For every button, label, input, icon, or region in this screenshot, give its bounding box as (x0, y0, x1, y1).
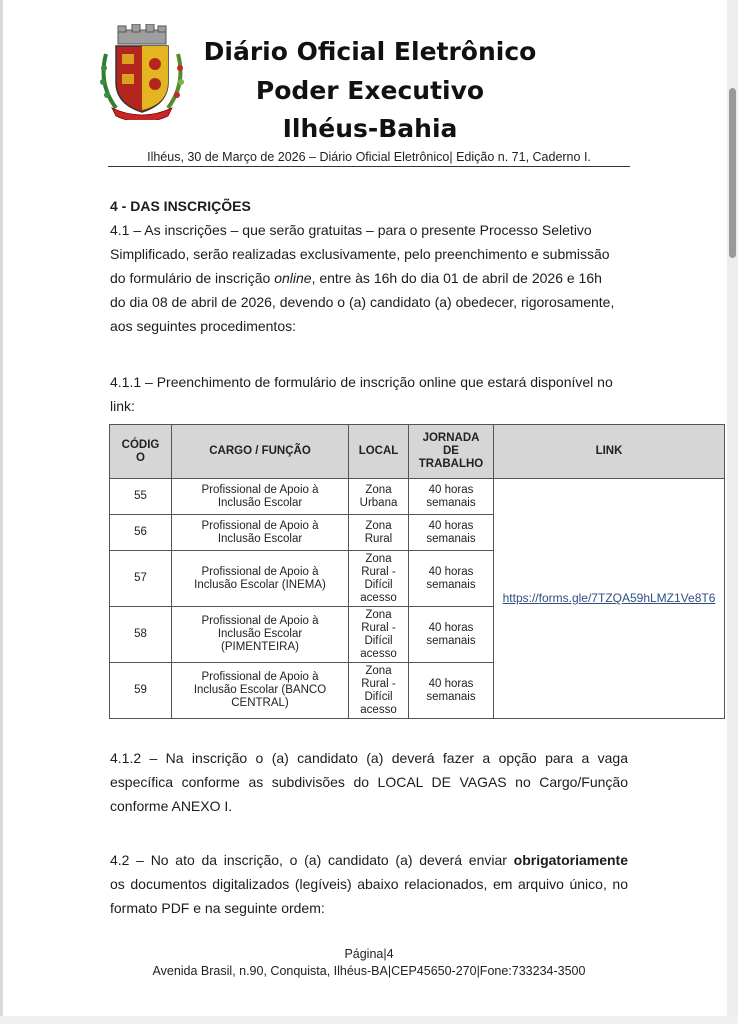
cell-code: 59 (110, 663, 172, 719)
p412-line3: conforme ANEXO I. (110, 798, 233, 814)
registration-form-link[interactable]: https://forms.gle/7TZQA59hLMZ1Ve8T6 (494, 479, 725, 719)
header-title-line3: Ilhéus-Bahia (282, 114, 458, 143)
p41-line3 (110, 266, 628, 290)
cell-cargo: Profissional de Apoio à Inclusão Escolar (172, 479, 349, 515)
cell-code: 57 (110, 551, 172, 607)
header-jornada: JORNADA DE TRABALHO (409, 425, 494, 479)
cell-cargo: Profissional de Apoio à Inclusão Escolar (PIMENTEIRA) (172, 607, 349, 663)
header-title-line2: Poder Executivo (255, 76, 485, 105)
footer-address: Avenida Brasil, n.90, Conquista, Ilhéus-BA|CEP45650-270|Fone:733234-3500 (152, 964, 586, 978)
cell-code: 58 (110, 607, 172, 663)
p41-line4: do dia 08 de abril de 2026, devendo o (a) candidato (a) obedecer, rigorosamente, (110, 294, 615, 310)
p412-line2: específica conforme as subdivisões do LOCAL DE VAGAS no Cargo/Função (110, 774, 628, 790)
cell-local: Zona Rural (349, 515, 409, 551)
p41-online-italic: online (274, 270, 312, 286)
cell-local: Zona Urbana (349, 479, 409, 515)
header-cargo: CARGO / FUNÇÃO (172, 425, 349, 479)
cell-cargo: Profissional de Apoio à Inclusão Escolar (BANCO CENTRAL) (172, 663, 349, 719)
cell-jornada: 40 horas semanais (409, 551, 494, 607)
paragraph-4-1-2 (110, 746, 628, 818)
table-header-row (110, 425, 725, 479)
p42-line1 (110, 848, 628, 872)
vertical-scrollbar[interactable] (729, 88, 736, 258)
cell-jornada: 40 horas semanais (409, 515, 494, 551)
p42-line3: formato PDF e na seguinte ordem: (110, 900, 325, 916)
section-title: 4 - DAS INSCRIÇÕES (110, 198, 251, 214)
p42-bold-obrigatoriamente: obrigatoriamente (513, 852, 628, 868)
p41-line5: aos seguintes procedimentos: (110, 318, 296, 334)
header-codigo: CÓDIG O (110, 425, 172, 479)
page-bottom-border (0, 1016, 738, 1024)
header-title-line1: Diário Oficial Eletrônico (203, 37, 537, 66)
cell-jornada: 40 horas semanais (409, 663, 494, 719)
cell-cargo: Profissional de Apoio à Inclusão Escolar (172, 515, 349, 551)
cell-jornada: 40 horas semanais (409, 607, 494, 663)
cell-local: Zona Rural - Difícil acesso (349, 551, 409, 607)
p41-line3b: , entre às 16h do dia 01 de abril de 2026 e 16h (311, 270, 602, 286)
cell-local: Zona Rural - Difícil acesso (349, 663, 409, 719)
cell-cargo: Profissional de Apoio à Inclusão Escolar (INEMA) (172, 551, 349, 607)
paragraph-4-2 (110, 848, 628, 920)
cell-code: 55 (110, 479, 172, 515)
table-row (110, 479, 725, 515)
p41-line3a: do formulário de inscrição (110, 270, 275, 286)
cell-local: Zona Rural - Difícil acesso (349, 607, 409, 663)
p41-line2: Simplificado, serão realizadas exclusivamente, pelo preenchimento e submissão (110, 246, 610, 262)
paragraph-4-1-1 (110, 370, 628, 418)
paragraph-4-1 (110, 218, 628, 338)
p42-line1-text: 4.2 – No ato da inscrição, o (a) candidato (a) deverá enviar (110, 852, 514, 868)
page-left-border (0, 0, 3, 1024)
cell-code: 56 (110, 515, 172, 551)
p411-line2: link: (110, 398, 135, 414)
header-link: LINK (494, 425, 725, 479)
p412-line1: 4.1.2 – Na inscrição o (a) candidato (a) deverá fazer a opção para a vaga (110, 750, 628, 766)
vacancies-table (109, 424, 725, 719)
header-local: LOCAL (349, 425, 409, 479)
cell-jornada: 40 horas semanais (409, 479, 494, 515)
p411-line1: 4.1.1 – Preenchimento de formulário de inscrição online que estará disponível no (110, 374, 613, 390)
header-divider (108, 166, 630, 167)
footer-page-number: Página|4 (344, 947, 394, 961)
p42-line2: os documentos digitalizados (legíveis) abaixo relacionados, em arquivo único, no (110, 876, 628, 892)
p41-line1: 4.1 – As inscrições – que serão gratuitas – para o presente Processo Seletivo (110, 222, 592, 238)
edition-line: Ilhéus, 30 de Março de 2026 – Diário Oficial Eletrônico| Edição n. 71, Caderno I. (147, 150, 591, 164)
